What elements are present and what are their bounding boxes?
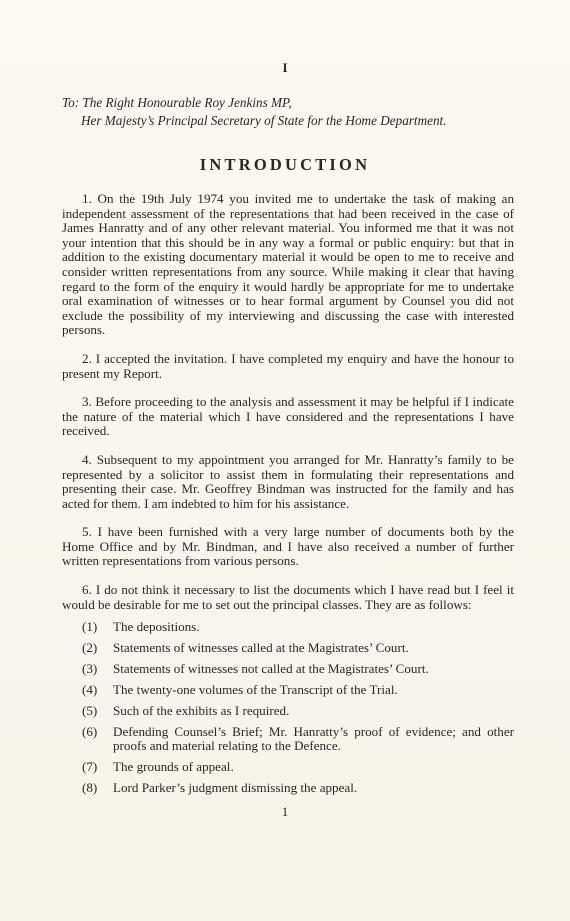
list-item-text: The twenty-one volumes of the Transcript of the Trial. — [113, 681, 398, 697]
chapter-number: I — [282, 60, 288, 75]
page-number: 1 — [281, 804, 289, 819]
list-item-number: (4) — [82, 681, 98, 697]
paragraph-5: 5. I have been furnished with a very large number of documents both by the Home Office and by Mr. Bindman, and I have also received a number of further written representations from various persons. — [62, 524, 514, 569]
addressee-line-2: Her Majesty’s Principal Secretary of State for the Home Department. — [81, 112, 447, 128]
list-item-number: (5) — [82, 702, 98, 718]
list-item-number: (3) — [82, 661, 98, 677]
list-item — [62, 641, 514, 656]
list-item — [62, 620, 514, 635]
list-item-text: The grounds of appeal. — [113, 759, 234, 775]
paragraph-2: 2. I accepted the invitation. I have completed my enquiry and have the honour to present my Report. — [62, 350, 514, 381]
list-item — [62, 704, 514, 719]
addressee — [62, 94, 522, 129]
list-item-text: Statements of witnesses called at the Magistrates’ Court. — [113, 640, 409, 656]
paragraph-4: 4. Subsequent to my appointment you arranged for Mr. Hanratty’s family to be represented by a solicitor to assist them in formulating their representations and presenting their case. Mr. Geoffrey Bindman was instructed for the family and has acted for them. I am indebted to him for his assistance. — [62, 451, 514, 511]
list-item-text: Statements of witnesses not called at the Magistrates’ Court. — [113, 661, 429, 677]
document-classes-list — [62, 620, 514, 795]
list-item — [62, 683, 514, 698]
body-text — [62, 192, 514, 802]
section-title: INTRODUCTION — [199, 155, 371, 174]
paragraph-3: 3. Before proceeding to the analysis and assessment it may be helpful if I indicate the nature of the material which I have considered and the representations I have received. — [62, 394, 514, 439]
list-item — [62, 725, 514, 754]
list-item-text: The depositions. — [113, 619, 200, 635]
paragraph-6: 6. I do not think it necessary to list the documents which I have read but I feel it would be desirable for me to set out the principal classes. They are as follows: — [62, 582, 514, 612]
list-item-text: Lord Parker’s judgment dismissing the appeal. — [113, 780, 358, 796]
addressee-line-1: To: The Right Honourable Roy Jenkins MP, — [62, 95, 292, 110]
list-item-number: (2) — [82, 640, 98, 656]
list-item-number: (7) — [82, 759, 98, 775]
list-item — [62, 760, 514, 775]
list-item-number: (1) — [82, 619, 98, 635]
paragraph-1: 1. On the 19th July 1974 you invited me to undertake the task of making an independent assessment of the representations that had been received in the case of James Hanratty and of any other relevant material. You informed me that it was not your intention that this should be in any way a formal or public enquiry: but that in addition to the existing documentary material it would be open to me to receive and consider written representations from any source. While making it clear that having regard to the form of the enquiry it would hardly be appropriate for me to undertake oral examination of witnesses or to hear formal argument by Counsel you did not exclude the possibility of my interviewing and discussing the case with interested persons. — [62, 191, 514, 338]
list-item-text: Defending Counsel’s Brief; Mr. Hanratty’s proof of evidence; and other proofs and material relating to the Defence. — [113, 723, 514, 754]
list-item — [62, 781, 514, 796]
list-item-text: Such of the exhibits as I required. — [113, 702, 290, 718]
list-item — [62, 662, 514, 677]
list-item-number: (6) — [82, 723, 98, 739]
list-item-number: (8) — [82, 780, 98, 796]
